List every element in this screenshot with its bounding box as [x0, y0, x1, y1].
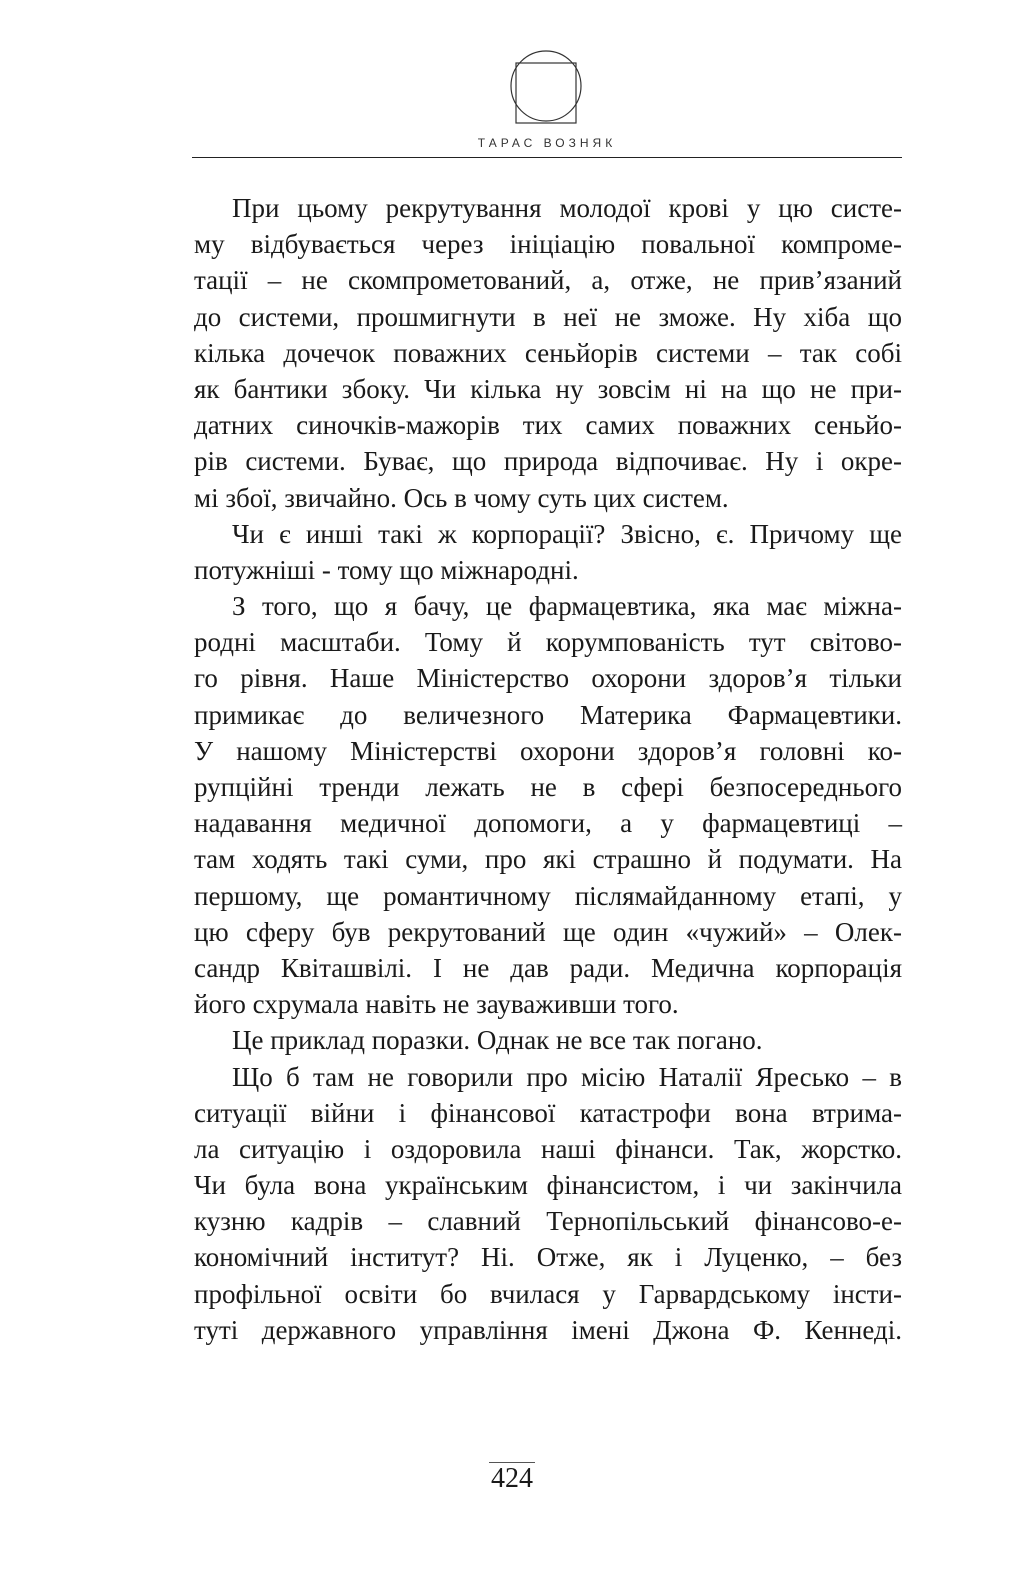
- text-line: датних синочків-мажорів тих самих поважних сеньйо-: [194, 410, 902, 441]
- circle-square-emblem-icon: [508, 48, 584, 124]
- text-line: кономічний інститут? Ні. Отже, як і Луценко, – без: [194, 1242, 902, 1273]
- text-line: першому, ще романтичному післямайданному етапі, у: [194, 880, 902, 911]
- text-line: Чи є инші такі ж корпорації? Звісно, є. Причому ще: [232, 518, 902, 549]
- text-line: надавання медичної допомоги, а у фармацевтиці –: [194, 808, 902, 839]
- text-line: його схрумала навіть не зауваживши того.: [194, 989, 679, 1020]
- text-line: З того, що я бачу, це фармацевтика, яка має міжна-: [232, 591, 902, 622]
- text-line: Що б там не говорили про місію Наталії Яресько – в: [232, 1061, 902, 1092]
- header-rule: [192, 157, 902, 158]
- text-line: рупційні тренди лежать не в сфері безпосереднього: [194, 772, 902, 802]
- page-number: 424: [491, 1463, 533, 1494]
- text-line: потужніші - тому що міжнародні.: [194, 554, 579, 585]
- page-number-container: [0, 1463, 1024, 1495]
- text-line: туті державного управління імені Джона Ф. Кеннеді.: [194, 1314, 902, 1345]
- text-line: цю сферу був рекрутований ще один «чужий» – Олек-: [194, 916, 902, 947]
- text-line: родні масштаби. Тому й корумпованість тут світово-: [194, 627, 902, 658]
- text-line: го рівня. Наше Міністерство охорони здоров’я тільки: [194, 663, 902, 694]
- text-line: як бантики збоку. Чи кілька ну зовсім ні на що не при-: [194, 373, 902, 404]
- text-line: кілька дочечок поважних сеньйорів системи – так собі: [194, 337, 902, 368]
- text-line: ситуації війни і фінансової катастрофи вона втрима-: [194, 1097, 902, 1128]
- text-line: кузню кадрів – славний Тернопільський фінансово-е-: [194, 1206, 902, 1237]
- text-line: ла ситуацію і оздоровила наші фінанси. Так, жорстко.: [194, 1133, 902, 1164]
- text-line: тації – не скомпрометований, а, отже, не прив’язаний: [194, 265, 902, 296]
- text-line: Це приклад поразки. Однак не все так погано.: [232, 1025, 763, 1056]
- text-line: профільної освіти бо вчилася у Гарвардському інсти-: [194, 1278, 902, 1309]
- text-line: У нашому Міністерстві охорони здоров’я головні ко-: [194, 735, 902, 766]
- text-line: рів системи. Буває, що природа відпочиває. Ну і окре-: [194, 446, 902, 477]
- text-line: мі збої, звичайно. Ось в чому суть цих систем.: [194, 482, 729, 513]
- text-line: до системи, прошмигнути в неї не зможе. Ну хіба що: [194, 301, 902, 332]
- text-line: Чи була вона українським фінансистом, і чи закінчила: [194, 1170, 902, 1201]
- text-line: При цьому рекрутування молодої крові у цю систе-: [232, 193, 902, 223]
- text-line: сандр Квіташвілі. І не дав ради. Медична корпорація: [194, 952, 902, 983]
- running-head: ТАРАС ВОЗНЯК: [477, 136, 617, 150]
- text-line: му відбувається через ініціацію повальної компроме-: [194, 229, 902, 260]
- text-line: примикає до величезного Материка Фармацевтики.: [194, 699, 902, 730]
- body-text: [194, 190, 902, 1348]
- text-line: там ходять такі суми, про які страшно й подумати. На: [194, 844, 902, 875]
